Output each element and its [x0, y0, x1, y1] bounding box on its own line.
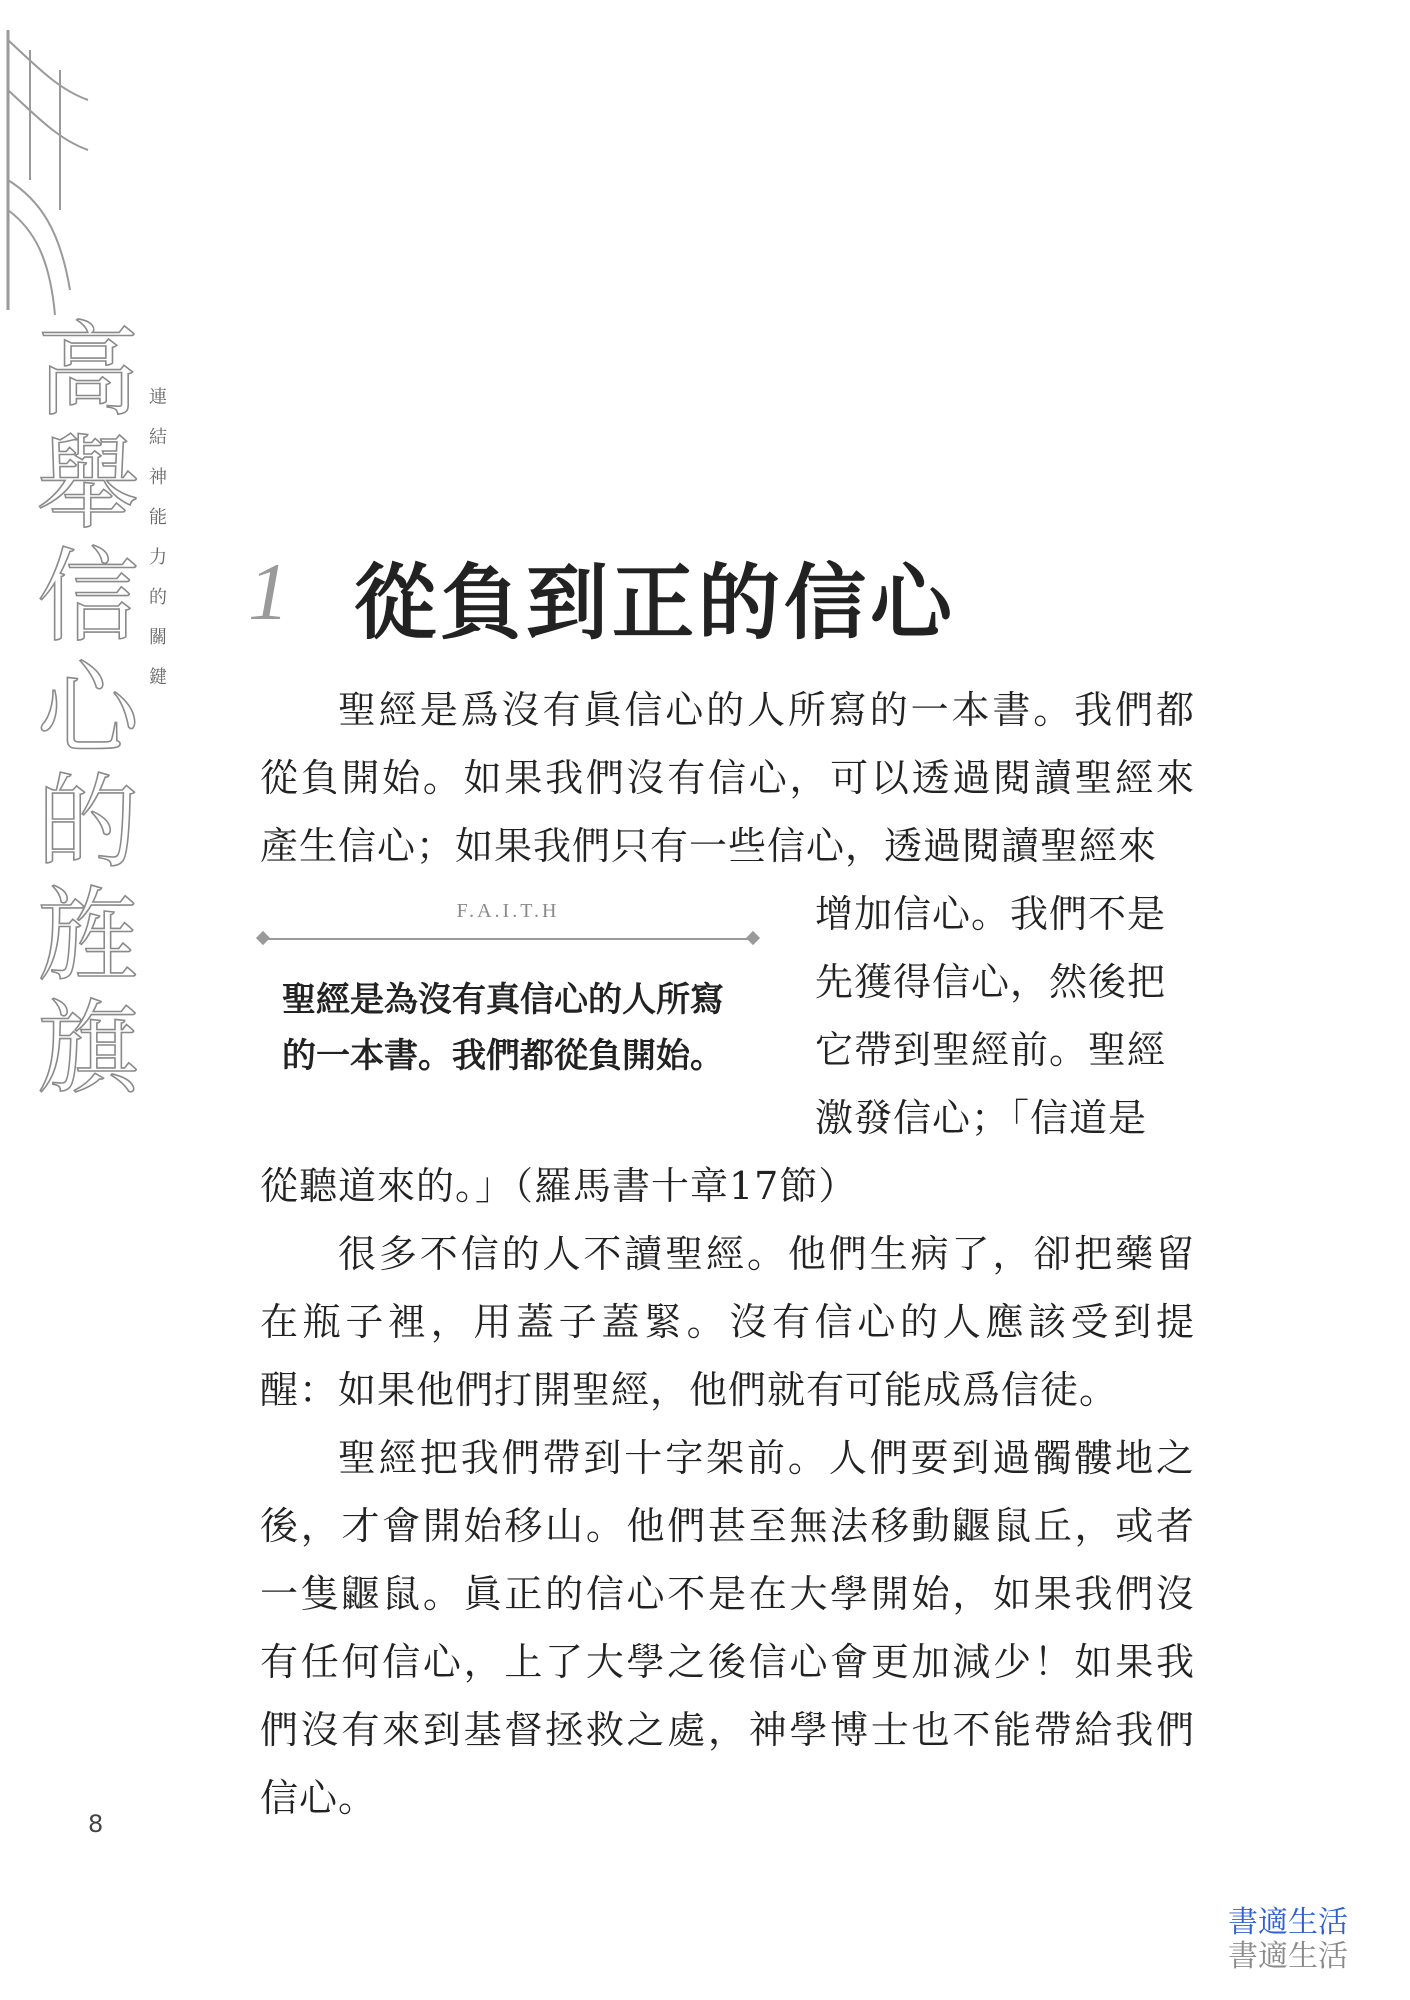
body-paragraph-1-side: 增加信心。我們不是先獲得信心，然後把它帶到聖經前。聖經激發信心；「信道是: [815, 892, 1167, 1140]
pull-quote-label: F.A.I.T.H: [456, 900, 560, 922]
book-title-char: 舉: [37, 425, 139, 544]
pull-quote-divider: [258, 938, 758, 940]
book-subtitle-char: 結: [149, 427, 167, 448]
page-number: 8: [88, 1810, 104, 1838]
flag-icon: [0, 30, 90, 320]
book-subtitle: [146, 383, 170, 703]
book-title: [32, 312, 144, 1109]
watermark: [1228, 1906, 1348, 1974]
book-title-char: 的: [37, 764, 139, 883]
book-title-char: 信: [37, 538, 139, 657]
book-title-char: 旌: [37, 877, 139, 996]
book-subtitle-char: 關: [149, 627, 167, 648]
book-subtitle-char: 力: [149, 547, 167, 568]
book-subtitle-char: 鍵: [149, 667, 167, 688]
body-paragraph-1: 聖經是爲沒有眞信心的人所寫的一本書。我們都從負開始。如果我們沒有信心，可以透過閱讀聖經來產生信心；如果我們只有一些信心，透過閱讀聖經來: [260, 688, 1195, 868]
watermark-line-2: 書適生活: [1228, 1939, 1348, 1974]
chapter-number: 1: [248, 546, 289, 637]
pull-quote-text: 聖經是為沒有真信心的人所寫的一本書。我們都從負開始。: [282, 980, 724, 1076]
body-paragraph-2: 很多不信的人不讀聖經。他們生病了，卻把藥留在瓶子裡，用蓋子蓋緊。沒有信心的人應該受到提醒：如果他們打開聖經，他們就有可能成爲信徒。: [260, 1232, 1195, 1412]
book-title-char: 高: [37, 312, 139, 431]
body-paragraph-3: 聖經把我們帶到十字架前。人們要到過髑髏地之後，才會開始移山。他們甚至無法移動鼴鼠丘，或者一隻鼴鼠。眞正的信心不是在大學開始，如果我們沒有任何信心，上了大學之後信心會更加減少！如果我們沒有來到基督拯救之處，神學博士也不能帶給我們信心。: [260, 1436, 1195, 1820]
book-subtitle-char: 的: [149, 587, 167, 608]
watermark-line-1: 書適生活: [1228, 1905, 1348, 1940]
body-paragraph-1-tail: 從聽道來的。」（羅馬書十章17節）: [260, 1164, 858, 1208]
book-subtitle-char: 神: [149, 467, 167, 488]
chapter-title: 從負到正的信心: [354, 555, 957, 651]
book-subtitle-char: 能: [149, 507, 167, 528]
book-title-char: 旗: [37, 990, 139, 1109]
book-title-char: 心: [37, 651, 139, 770]
book-subtitle-char: 連: [149, 387, 167, 408]
